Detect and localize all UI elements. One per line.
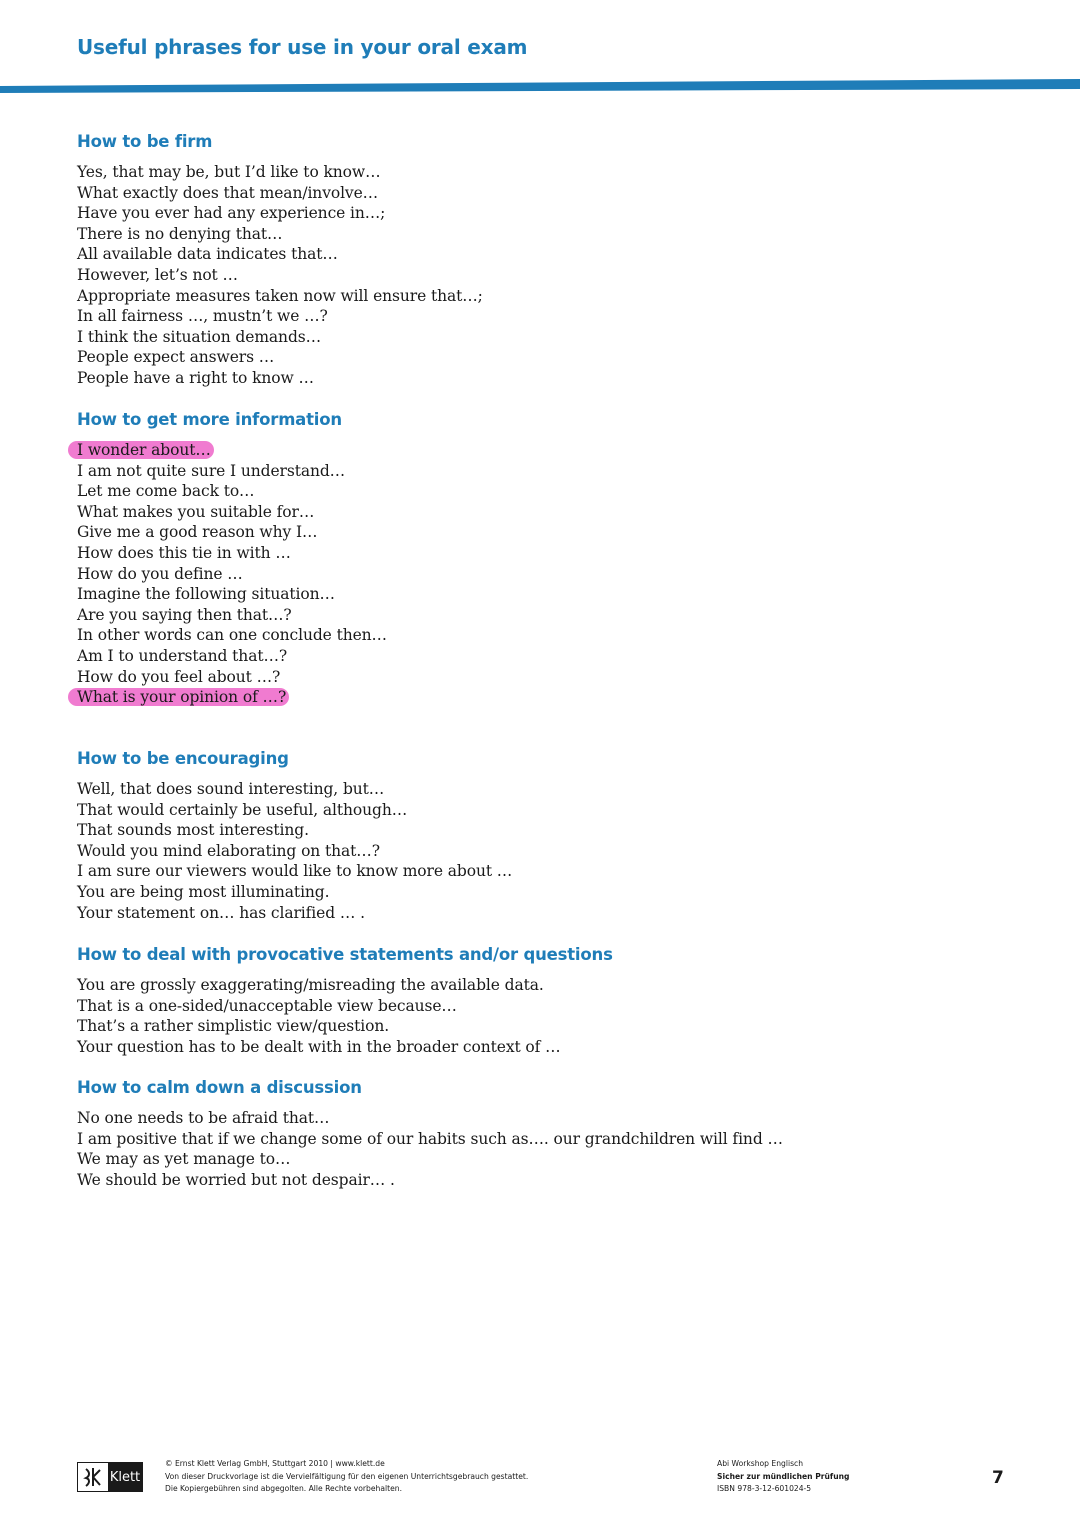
klett-logo [77, 1462, 143, 1492]
copyright-line: © Ernst Klett Verlag GmbH, Stuttgart 2010 | www.klett.de [165, 1459, 385, 1468]
phrase: In other words can one conclude then… [77, 626, 387, 645]
series-name: Abi Workshop Englisch [717, 1459, 804, 1468]
footer [77, 1458, 1007, 1498]
section-heading: How to deal with provocative statements and/or questions [77, 945, 613, 964]
phrase: You are being most illuminating. [77, 882, 330, 901]
phrase: Your statement on… has clarified … . [77, 903, 365, 922]
phrase: Yes, that may be, but I’d like to know… [77, 163, 381, 181]
rights-notice: Die Kopiergebühren sind abgegolten. Alle Rechte vorbehalten. [165, 1484, 402, 1493]
phrase-list [77, 440, 387, 708]
book-info [717, 1458, 849, 1496]
phrase: No one needs to be afraid that… [77, 1109, 330, 1127]
section-heading: How to get more information [77, 410, 342, 429]
phrase: I am not quite sure I understand… [77, 461, 346, 480]
highlight-marker: I wonder about… [68, 441, 214, 459]
section-encouraging [77, 748, 512, 923]
phrase: That sounds most interesting. [77, 821, 309, 840]
phrase: I am sure our viewers would like to know more about … [77, 862, 513, 881]
phrase: What exactly does that mean/involve… [77, 183, 379, 202]
phrase: There is no denying that… [77, 224, 283, 243]
phrase: That would certainly be useful, although… [77, 800, 408, 819]
section-heading: How to be encouraging [77, 749, 289, 768]
phrase-highlighted [77, 440, 387, 461]
phrase: Have you ever had any experience in…; [77, 204, 386, 223]
page-number: 7 [992, 1468, 1004, 1488]
phrase: Let me come back to… [77, 482, 255, 501]
isbn: ISBN 978-3-12-601024-5 [717, 1484, 812, 1493]
section-heading: How to be firm [77, 132, 213, 151]
phrase: I think the situation demands… [77, 327, 322, 346]
reproduction-notice: Von dieser Druckvorlage ist die Vervielfältigung für den eigenen Unterrichtsgebrauch gestattet. [165, 1471, 529, 1481]
phrase: Give me a good reason why I… [77, 523, 318, 542]
phrase: Imagine the following situation… [77, 585, 335, 604]
phrase: What makes you suitable for… [77, 502, 315, 521]
section-more-information [77, 409, 387, 708]
section-be-firm [77, 131, 483, 389]
phrase: People have a right to know … [77, 368, 314, 387]
phrase: People expect answers … [77, 348, 275, 367]
phrase: In all fairness …, mustn’t we …? [77, 307, 328, 326]
phrase: Appropriate measures taken now will ensure that…; [77, 286, 483, 305]
phrase-list [77, 162, 483, 389]
phrase: That’s a rather simplistic view/question. [77, 1017, 390, 1036]
klett-wordmark: Klett [108, 1463, 142, 1491]
phrase: I am positive that if we change some of our habits such as…. our grandchildren will find … [77, 1129, 783, 1148]
copyright-notice [165, 1458, 528, 1496]
phrase: We may as yet manage to… [77, 1150, 291, 1169]
header-rule [0, 79, 1080, 93]
highlight-marker: What is your opinion of …? [68, 688, 289, 706]
phrase: You are grossly exaggerating/misreading the available data. [77, 976, 544, 994]
phrase: However, let’s not … [77, 265, 238, 284]
section-calm-down [77, 1077, 783, 1190]
phrase: How do you feel about …? [77, 667, 281, 686]
phrase: Am I to understand that…? [77, 646, 288, 665]
phrase: How do you define … [77, 564, 243, 583]
phrase: Well, that does sound interesting, but… [77, 780, 385, 798]
book-title: Sicher zur mündlichen Prüfung [717, 1471, 850, 1481]
phrase-list [77, 779, 512, 923]
phrase: Are you saying then that…? [77, 605, 292, 624]
phrase: Would you mind elaborating on that…? [77, 841, 380, 860]
phrase: Your question has to be dealt with in the broader context of … [77, 1037, 561, 1056]
phrase-highlighted [77, 687, 387, 708]
section-provocative [77, 944, 613, 1057]
page-title: Useful phrases for use in your oral exam [77, 35, 528, 59]
klett-emblem-icon [78, 1463, 108, 1491]
phrase: We should be worried but not despair… . [77, 1170, 395, 1189]
section-heading: How to calm down a discussion [77, 1078, 362, 1097]
phrase: How does this tie in with … [77, 543, 291, 562]
phrase-list [77, 1108, 783, 1190]
phrase: All available data indicates that… [77, 245, 338, 264]
phrase: That is a one-sided/unacceptable view because… [77, 996, 457, 1015]
phrase-list [77, 975, 613, 1057]
